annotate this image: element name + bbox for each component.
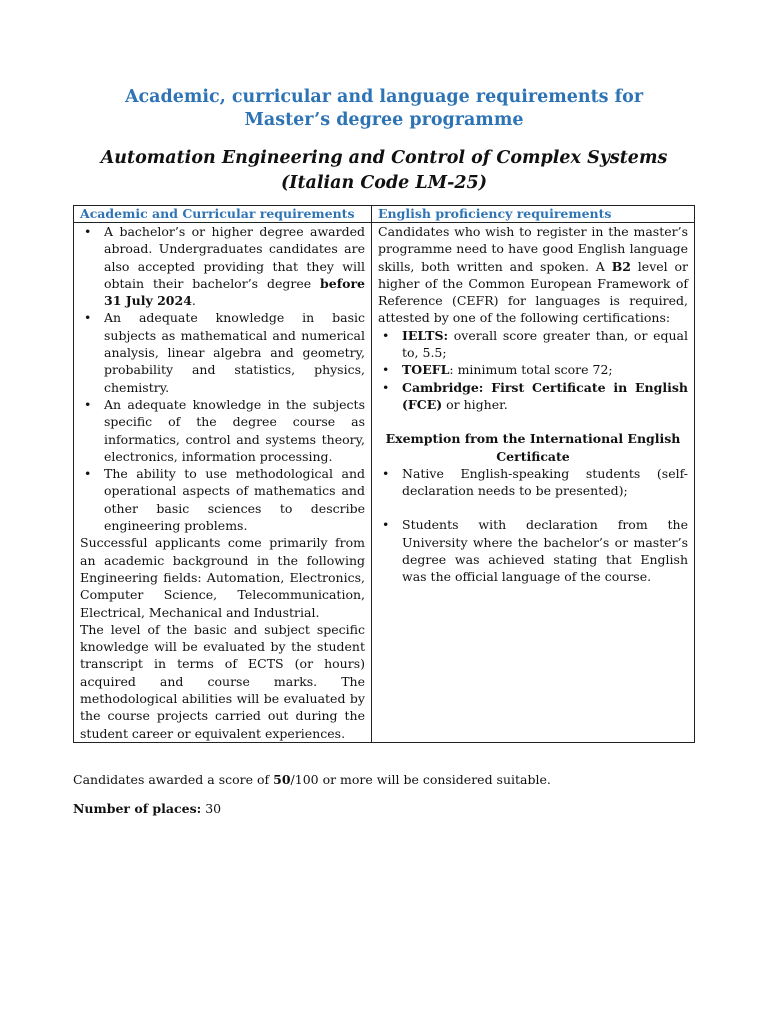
background-paragraph: Successful applicants come primarily from an academic background in the following Engineering fields: Automation, Electronics, Computer Science, Telecommunication, Electrical, Mechanical and Industrial.: [80, 535, 365, 620]
table-header-row: [74, 206, 695, 223]
list-item: • Native English-speaking students (self-declaration needs to be presented);: [382, 465, 688, 499]
list-item: • An adequate knowledge in basic subjects as mathematical and numerical analysis, linear algebra and geometry, probability and statistics, physics, chemistry.: [84, 310, 365, 395]
bullet-icon: •: [382, 517, 390, 533]
list-item: • An adequate knowledge in the subjects specific of the degree course as informatics, control and systems theory, electronics, information processing.: [84, 396, 365, 464]
list-item: • TOEFL: minimum total score 72;: [382, 362, 613, 378]
places-label: Number of places:: [73, 801, 202, 816]
table-row: [74, 223, 695, 743]
list-item: • The ability to use methodological and operational aspects of mathematics and other basic sciences to describe engineering problems.: [84, 466, 365, 534]
certification-list: [378, 327, 688, 413]
academic-requirements-list: [80, 223, 365, 534]
bullet-icon: •: [382, 379, 390, 395]
bullet-icon: •: [84, 310, 92, 326]
bullet-icon: •: [84, 224, 92, 239]
bullet-icon: •: [84, 466, 92, 482]
evaluation-paragraph: The level of the basic and subject specific knowledge will be evaluated by the student transcript in terms of ECTS (or hours) acquired and course marks. The methodological abilities will be evaluated by the course projects carried out during the student career or equivalent experiences.: [80, 621, 365, 741]
list-item: • Cambridge: First Certificate in English (FCE) or higher.: [382, 379, 688, 412]
programme-name: Automation Engineering and Control of Complex Systems (Italian Code LM-25): [100, 148, 668, 193]
document-title: Academic, curricular and language requirements for Master’s degree programme: [124, 87, 644, 130]
score-statement: Candidates awarded a score of 50/100 or more will be considered suitable.: [73, 772, 551, 787]
bullet-icon: •: [382, 465, 390, 481]
list-item: • IELTS: overall score greater than, or equal to, 5.5;: [382, 327, 688, 361]
header-academic: Academic and Curricular requirements: [74, 206, 372, 223]
header-english: English proficiency requirements: [372, 206, 695, 223]
academic-requirements-cell: [74, 223, 372, 743]
number-of-places: [73, 800, 221, 817]
english-intro: Candidates who wish to register in the master’s programme need to have good English language skills, both written and spoken. A B2 level or higher of the Common European Framework of Reference (CEFR) for languages is required, attested by one of the following certifications:: [378, 224, 688, 326]
list-item: • Students with declaration from the University where the bachelor’s or master’s degree was achieved stating that English was the official language of the course.: [382, 517, 688, 585]
bullet-icon: •: [84, 396, 92, 412]
list-item: • A bachelor’s or higher degree awarded abroad. Undergraduates candidates are also accepted providing that they will obtain their bachelor’s degree before 31 July 2024.: [84, 224, 365, 309]
english-requirements-cell: [372, 223, 695, 743]
places-value: 30: [201, 801, 222, 816]
exemption-heading: Exemption from the International English Certificate: [385, 431, 681, 464]
spacer: [378, 499, 688, 516]
bullet-icon: •: [382, 327, 390, 343]
exemption-list: [378, 465, 688, 586]
requirements-table: [73, 205, 695, 743]
bullet-icon: •: [382, 362, 390, 378]
